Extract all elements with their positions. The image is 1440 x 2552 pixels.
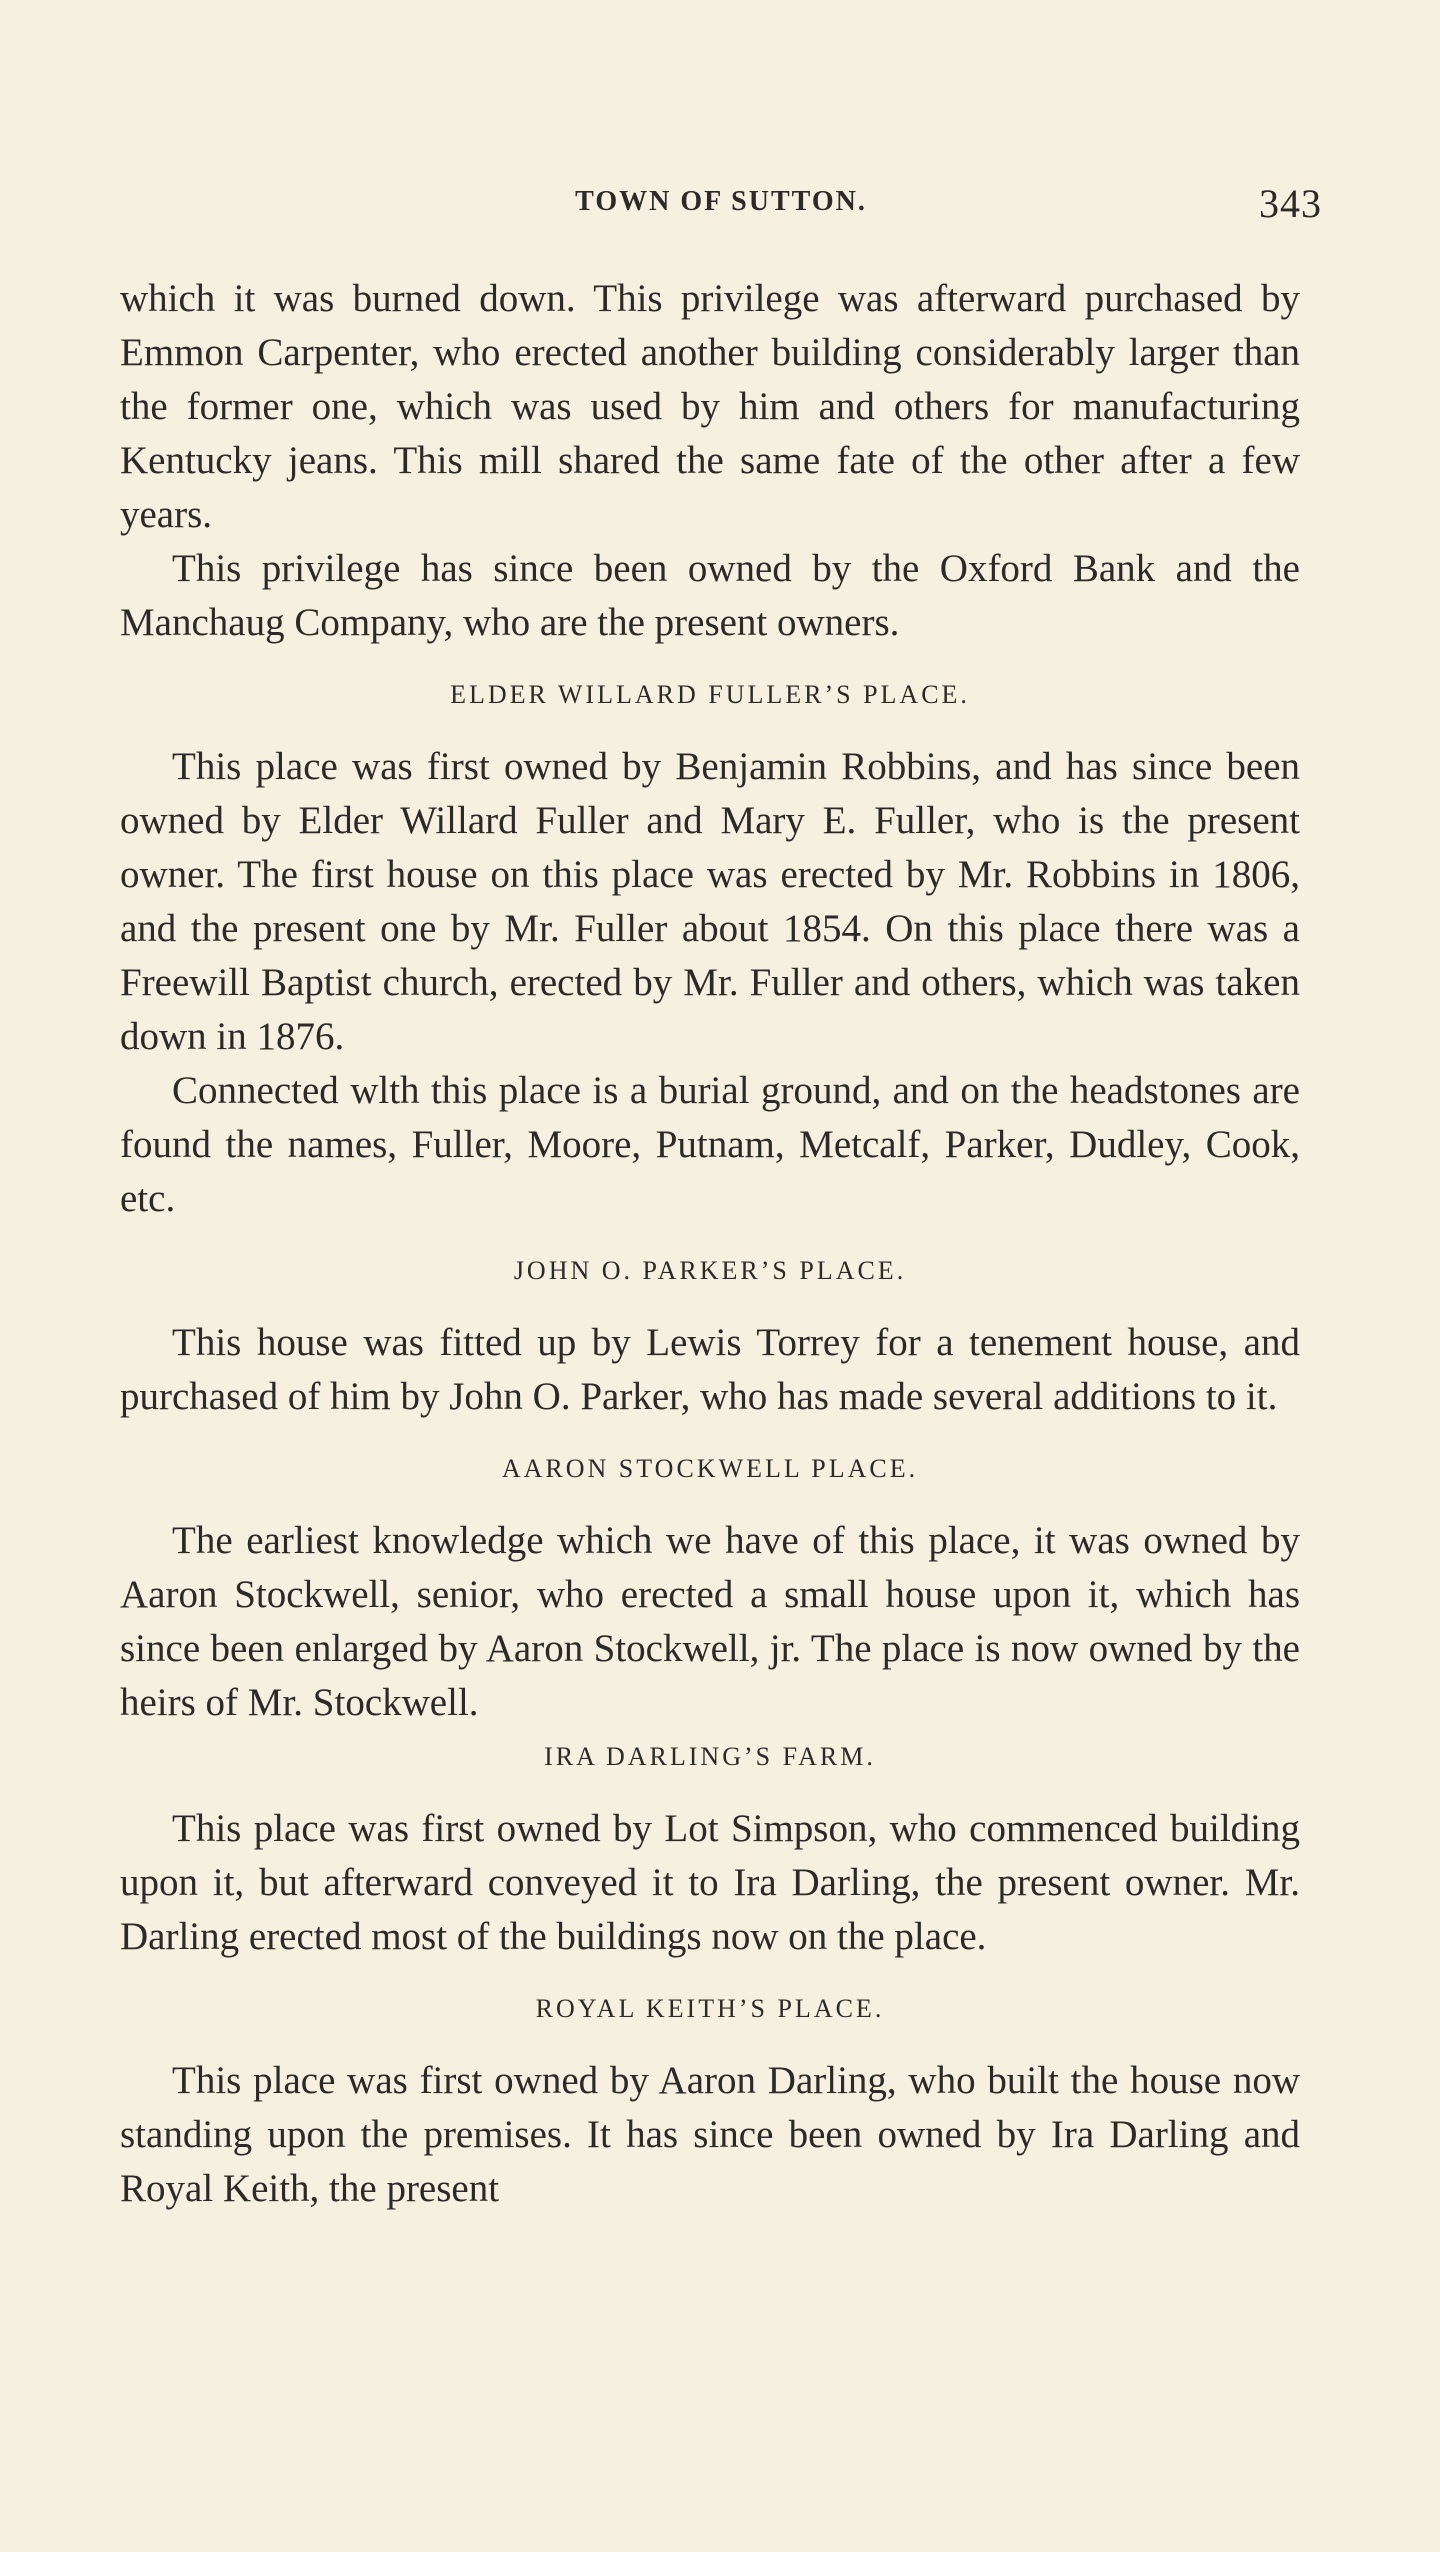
spacer — [120, 1298, 1300, 1316]
page-header — [120, 181, 1322, 236]
page-number: 343 — [1259, 181, 1322, 226]
page-body — [120, 272, 1300, 2216]
paragraph-intro-1: which it was burned down. This privilege was afterward purchased by Emmon Carpenter, who erected another building considerably larger than the former one, which was used by him and others for manufacturing Kentucky jeans. This mill shared the same fate of the other after a few years. — [120, 277, 1300, 536]
paragraph-stockwell-1: The earliest knowledge which we have of this place, it was owned by Aaron Stockwell, senior, who erected a small house upon it, which has since been enlarged by Aaron Stockwell, jr. The place is now owned by the heirs of Mr. Stockwell. — [120, 1519, 1300, 1724]
section-heading-stockwell: AARON STOCKWELL PLACE. — [501, 1454, 919, 1483]
paragraph-keith-1: This place was first owned by Aaron Darling, who built the house now standing upon the premises. It has since been owned by Ira Darling and Royal Keith, the present — [120, 2059, 1300, 2210]
spacer — [120, 1424, 1300, 1442]
paragraph-fuller-2: Connected wlth this place is a burial ground, and on the headstones are found the names, Fuller, Moore, Putnam, Metcalf, Parker, Dudley, Cook, etc. — [120, 1069, 1300, 1220]
paragraph-intro-2: This privilege has since been owned by the Oxford Bank and the Manchaug Company, who are the present owners. — [120, 547, 1300, 644]
spacer — [120, 1964, 1300, 1982]
spacer — [120, 722, 1300, 740]
running-head: TOWN OF SUTTON. — [575, 186, 867, 217]
spacer — [120, 650, 1300, 668]
section-heading-darling: IRA DARLING’S FARM. — [544, 1742, 876, 1771]
section-heading-keith: ROYAL KEITH’S PLACE. — [535, 1994, 885, 2023]
section-heading-parker: JOHN O. PARKER’S PLACE. — [513, 1256, 907, 1285]
paragraph-parker-1: This house was fitted up by Lewis Torrey for a tenement house, and purchased of him by John O. Parker, who has made several additions to it. — [120, 1321, 1300, 1418]
paragraph-darling-1: This place was first owned by Lot Simpson, who commenced building upon it, but afterward conveyed it to Ira Darling, the present owner. Mr. Darling erected most of the buildings now on the place. — [120, 1807, 1300, 1958]
section-heading-fuller: ELDER WILLARD FULLER’S PLACE. — [450, 680, 970, 709]
paragraph-fuller-1: This place was first owned by Benjamin Robbins, and has since been owned by Elder Willard Fuller and Mary E. Fuller, who is the present owner. The first house on this place was erected by Mr. Robbins in 1806, and the present one by Mr. Fuller about 1854. On this place there was a Freewill Baptist church, erected by Mr. Fuller and others, which was taken down in 1876. — [120, 745, 1300, 1058]
spacer — [120, 1496, 1300, 1514]
spacer — [120, 2036, 1300, 2054]
spacer — [120, 1226, 1300, 1244]
spacer — [120, 1784, 1300, 1802]
